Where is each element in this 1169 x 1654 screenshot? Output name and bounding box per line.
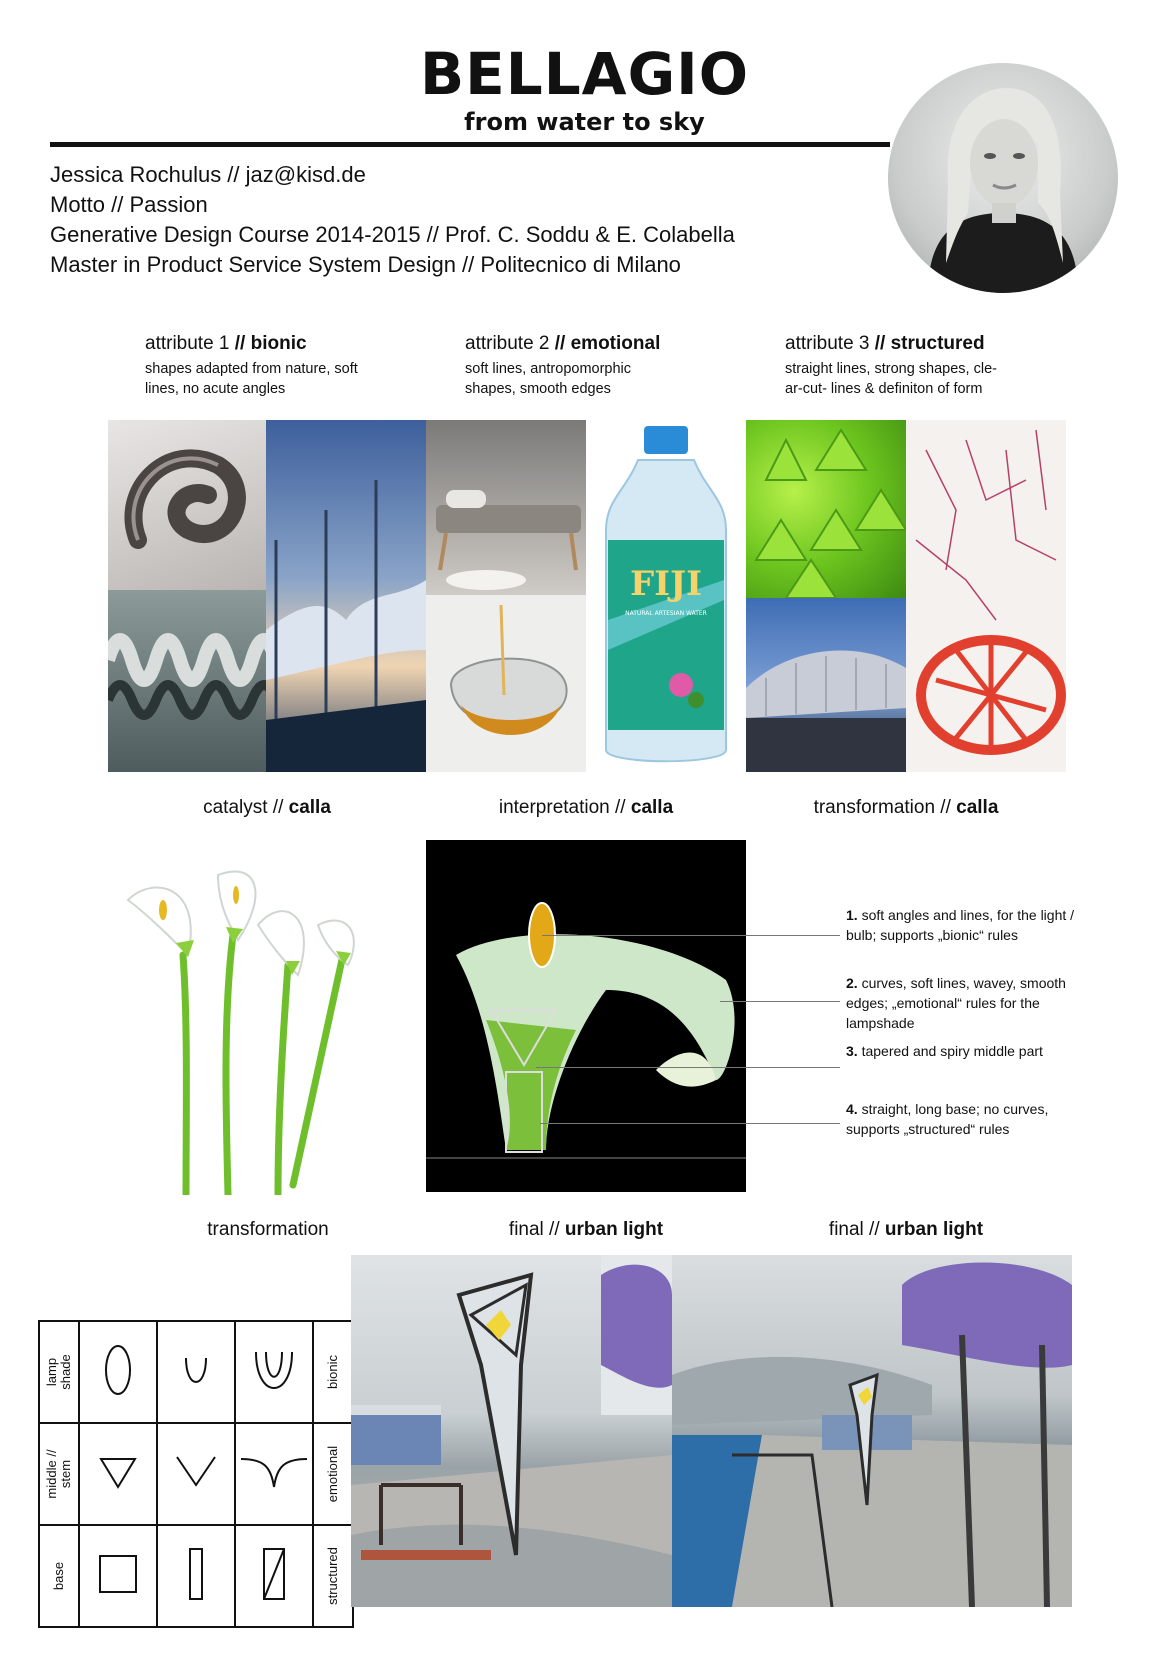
- structured-building-photo: [746, 598, 906, 772]
- daybed-photo: [426, 420, 586, 595]
- stem-emotional-shape: [157, 1423, 235, 1525]
- label-prefix: catalyst //: [203, 797, 289, 818]
- annotation-line-2: [720, 1001, 840, 1002]
- row-label-right: bionic: [313, 1321, 353, 1423]
- attribute-prefix: attribute 2: [465, 333, 555, 354]
- attribute-3: [785, 333, 997, 399]
- annotation-4: [846, 1099, 1076, 1139]
- spiral-sculpture-photo: [108, 420, 266, 590]
- annotation-1: [846, 905, 1076, 945]
- annotation-line-1: [542, 935, 840, 936]
- attribute-desc: lines, no acute angles: [145, 381, 286, 397]
- transformation-label: [746, 797, 1066, 819]
- page-subtitle: from water to sky: [464, 108, 705, 136]
- caption-bold: urban light: [564, 1219, 664, 1240]
- page-title: BELLAGIO: [419, 40, 750, 108]
- annotation-text: tapered and spiry middle part: [857, 1043, 1043, 1059]
- annotation-number: 1.: [846, 907, 858, 923]
- final-caption-1: [426, 1219, 746, 1241]
- annotation-3: [846, 1041, 1076, 1061]
- caption-prefix: final //: [508, 1219, 565, 1240]
- row-label-right: structured: [313, 1525, 353, 1627]
- label-prefix: transformation //: [813, 797, 957, 818]
- annotation-line-4: [540, 1123, 840, 1124]
- bottle-tagline-text: NATURAL ARTESIAN WATER: [625, 610, 707, 617]
- attribute-desc: ar-cut- lines & definiton of form: [785, 381, 983, 397]
- table-row: [39, 1525, 353, 1627]
- author-info: [50, 160, 735, 280]
- annotation-text: curves, soft lines, wavey, smooth edges; „emotional“ rules for the lampshade: [846, 975, 1066, 1031]
- attribute-name: // structured: [874, 333, 985, 354]
- label-bold: calla: [288, 797, 331, 818]
- lampshade-emotional-shape: [157, 1321, 235, 1423]
- author-line: Jessica Rochulus // jaz@kisd.de: [50, 162, 366, 187]
- table-row: [39, 1423, 353, 1525]
- interpretation-label: [426, 797, 746, 819]
- row-label-left: lamp shade: [39, 1321, 79, 1423]
- red-chair-photo: [906, 420, 1066, 772]
- attribute-name: // emotional: [554, 333, 661, 354]
- label-bold: calla: [630, 797, 674, 818]
- base-structured-shape: [235, 1525, 313, 1627]
- label-bold: calla: [956, 797, 999, 818]
- calla-detail-photo: [426, 840, 746, 1192]
- urban-light-render-2: [672, 1255, 1072, 1607]
- wave-wall-photo: [108, 590, 266, 772]
- attribute-prefix: attribute 1: [145, 333, 235, 354]
- row-label-left: middle // stem: [39, 1423, 79, 1525]
- attribute-desc: shapes, smooth edges: [465, 381, 611, 397]
- annotation-number: 4.: [846, 1101, 858, 1117]
- urban-light-render-1: [351, 1255, 672, 1607]
- bionic-building-photo: [266, 420, 426, 772]
- stem-bionic-shape: [79, 1423, 157, 1525]
- table-row: [39, 1321, 353, 1423]
- attribute-desc: soft lines, antropomorphic: [465, 361, 632, 377]
- row-label-right: emotional: [313, 1423, 353, 1525]
- annotation-number: 2.: [846, 975, 858, 991]
- lampshade-structured-shape: [235, 1321, 313, 1423]
- lampshade-bionic-shape: [79, 1321, 157, 1423]
- caption-prefix: final //: [828, 1219, 885, 1240]
- row-label-left: base: [39, 1525, 79, 1627]
- bottle-brand-text: FIJI: [629, 564, 703, 604]
- attribute-name: // bionic: [234, 333, 307, 354]
- annotation-2: [846, 973, 1076, 1033]
- annotation-text: straight, long base; no curves, supports „structured“ rules: [846, 1101, 1049, 1137]
- course-line: Generative Design Course 2014-2015 // Prof. C. Soddu & E. Colabella: [50, 222, 735, 247]
- attribute-prefix: attribute 3: [785, 333, 875, 354]
- transformation-caption: transformation: [207, 1219, 329, 1240]
- attribute-desc: straight lines, strong shapes, cle-: [785, 361, 997, 377]
- romanesco-photo: [746, 420, 906, 598]
- stem-structured-shape: [235, 1423, 313, 1525]
- shape-rules-table: [38, 1320, 354, 1628]
- caption-bold: urban light: [884, 1219, 984, 1240]
- header-rule: [50, 142, 890, 147]
- annotation-text: soft angles and lines, for the light / bulb; supports „bionic“ rules: [846, 907, 1075, 943]
- motto-line: Motto // Passion: [50, 192, 208, 217]
- attribute-1: [145, 333, 358, 399]
- label-prefix: interpretation //: [498, 797, 631, 818]
- calla-lilies-photo: [108, 865, 358, 1195]
- attribute-desc: shapes adapted from nature, soft: [145, 361, 358, 377]
- glass-bowl-photo: [426, 595, 586, 772]
- annotation-line-3: [536, 1067, 840, 1068]
- annotation-number: 3.: [846, 1043, 858, 1059]
- author-portrait: [888, 63, 1118, 293]
- final-caption-2: [746, 1219, 1066, 1241]
- attribute-2: [465, 333, 660, 399]
- catalyst-label: [108, 797, 426, 819]
- fiji-bottle-photo: [586, 420, 746, 772]
- base-bionic-shape: [79, 1525, 157, 1627]
- master-line: Master in Product Service System Design // Politecnico di Milano: [50, 252, 681, 277]
- base-emotional-shape: [157, 1525, 235, 1627]
